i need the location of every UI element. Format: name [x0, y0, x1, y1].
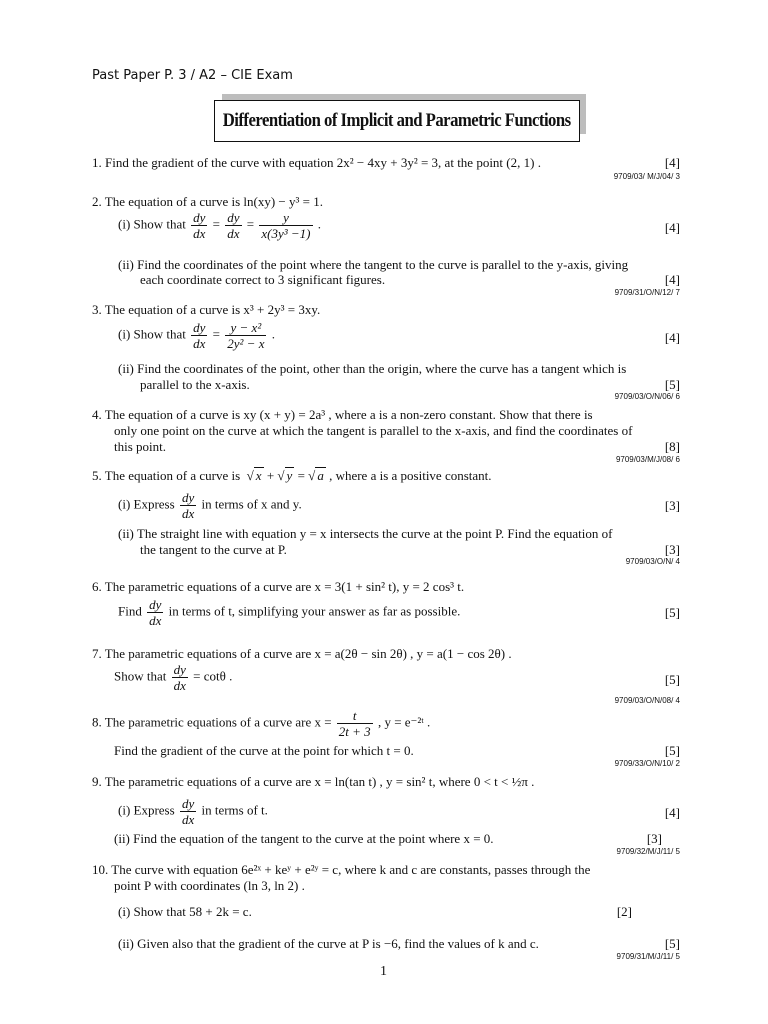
question-10-ii-marks: [5] — [664, 936, 680, 951]
derivative-fraction: $\frac{dy}{dx}$ — [181, 490, 195, 521]
question-8-marks: [5] — [664, 743, 680, 758]
derivative-fraction: $\frac{dy}{dx}$ — [173, 662, 186, 693]
question-4-line3: this point. — [114, 439, 167, 454]
result-fraction: $\frac{\text{y − x²}}{\text{2y² − x}}$ — [227, 320, 265, 351]
result-fraction: $\frac{y}{\text{x(3y³ −1)}}$ — [261, 210, 311, 241]
question-2-stem: 2. The equation of a curve is ln(xy) − y³ = 1. — [92, 194, 323, 209]
question-2-ii-line1: (ii) Find the coordinates of the point where the tangent to the curve is parallel to the y-axis, giving — [118, 257, 629, 272]
derivative-fraction: $\frac{dy}{dx}$ — [193, 320, 206, 351]
question-8-line2: Find the gradient of the curve at the point for which t = 0. — [114, 743, 414, 758]
question-3-ii-marks: [5] — [664, 377, 680, 392]
question-1-code: 9709/03/ M/J/04/ 3 — [613, 172, 680, 181]
question-9-i-marks: [4] — [664, 805, 680, 820]
question-2-ii-marks: [4] — [664, 272, 680, 287]
question-3-code: 9709/03/O/N/06/ 6 — [614, 392, 680, 401]
question-7-stem: 7. The parametric equations of a curve are x = a(2θ − sin 2θ) , y = a(1 − cos 2θ) . — [92, 646, 512, 661]
derivative-fraction: $\frac{dy}{dx}$ — [227, 210, 240, 241]
question-4-marks: [8] — [664, 439, 680, 454]
question-7-code: 9709/03/O/N/08/ 4 — [614, 696, 680, 705]
question-5-ii-line2: the tangent to the curve at P. — [140, 542, 287, 557]
question-6-body: Find $\frac{dy}{dx}$ in terms of t, simplifying your answer as far as possible. — [118, 597, 461, 628]
question-8-code: 9709/33/O/N/10/ 2 — [614, 759, 680, 768]
question-6-marks: [5] — [664, 605, 680, 620]
question-4-line2: only one point on the curve at which the tangent is parallel to the x-axis, and find the coordinates of — [114, 423, 633, 438]
page-header: Past Paper P. 3 / A2 – CIE Exam — [92, 68, 293, 83]
part-label: (i) Show that — [118, 216, 186, 232]
question-9-part-i: (i) Express $\frac{dy}{dx}$ in terms of t. — [118, 796, 268, 827]
question-9-stem: 9. The parametric equations of a curve are x = ln(tan t) , y = sin² t, where 0 < t < ½π . — [92, 774, 535, 789]
question-9-ii-marks: [3] — [646, 831, 662, 846]
question-10-code: 9709/31/M/J/11/ 5 — [616, 952, 680, 961]
derivative-fraction: $\frac{dy}{dx}$ — [193, 210, 206, 241]
question-2-i-marks: [4] — [664, 220, 680, 235]
question-5-ii-line1: (ii) The straight line with equation y = x intersects the curve at the point P. Find the equation of — [118, 526, 613, 541]
question-2-ii-line2: each coordinate correct to 3 significant figures. — [140, 272, 386, 287]
question-5-part-i: (i) Express $\frac{dy}{dx}$ in terms of x and y. — [118, 490, 302, 521]
question-9-part-ii: (ii) Find the equation of the tangent to the curve at the point where x = 0. — [114, 831, 494, 846]
question-3-ii-line1: (ii) Find the coordinates of the point, other than the origin, where the curve has a tangent which is — [118, 361, 627, 376]
question-10-line2: point P with coordinates (ln 3, ln 2) . — [114, 878, 305, 893]
question-6-stem: 6. The parametric equations of a curve are x = 3(1 + sin² t), y = 2 cos³ t. — [92, 579, 465, 594]
parameter-fraction: $\frac{t}{2t + 3}$ — [338, 708, 371, 739]
question-4-code: 9709/03/M/J/08/ 6 — [615, 455, 680, 464]
question-1-marks: [4] — [664, 155, 680, 170]
question-10-part-ii: (ii) Given also that the gradient of the curve at P is −6, find the values of k and c. — [118, 936, 539, 951]
question-3-part-i: (i) Show that $\frac{dy}{dx}$ = $\frac{\text{y − x²}}{\text{2y² − x}}$ . — [118, 320, 275, 351]
page-number: 1 — [380, 964, 387, 979]
question-7-marks: [5] — [664, 672, 680, 687]
question-2-code: 9709/31/O/N/12/ 7 — [614, 288, 680, 297]
question-8-stem: 8. The parametric equations of a curve are x = $\frac{t}{2t + 3}$ , y = e⁻²ᵗ . — [92, 708, 431, 739]
question-7-body: Show that $\frac{dy}{dx}$ = cotθ . — [114, 662, 233, 693]
question-3-i-marks: [4] — [664, 330, 680, 345]
question-3-stem: 3. The equation of a curve is x³ + 2y³ = 3xy. — [92, 302, 321, 317]
question-10-line1: 10. The curve with equation 6e²ˣ + keʸ + e²ʸ = c, where k and c are constants, passes through the — [92, 862, 591, 877]
derivative-fraction: $\frac{dy}{dx}$ — [181, 796, 195, 827]
question-5-code: 9709/03/O/N/ 4 — [625, 557, 680, 566]
question-5-ii-marks: [3] — [664, 542, 680, 557]
question-5-stem: 5. The equation of a curve is √ x + √ y = √ a , where a is a positive constant. — [92, 468, 492, 483]
title-box — [214, 100, 580, 142]
question-9-code: 9709/32/M/J/11/ 5 — [616, 847, 680, 856]
question-3-ii-line2: parallel to the x-axis. — [140, 377, 250, 392]
question-10-part-i: (i) Show that 58 + 2k = c. — [118, 904, 252, 919]
question-1-text: 1. Find the gradient of the curve with equation 2x² − 4xy + 3y² = 3, at the point (2, 1) . — [92, 155, 541, 170]
derivative-fraction: $\frac{dy}{dx}$ — [149, 597, 162, 628]
question-5-i-marks: [3] — [664, 498, 680, 513]
question-2-part-i: (i) Show that $\frac{dy}{dx}$ = $\frac{dy}{dx}$ = $\frac{y}{\text{x(3y³ −1)}}$ . — [118, 210, 322, 241]
question-10-i-marks: [2] — [616, 904, 632, 919]
question-4-line1: 4. The equation of a curve is xy (x + y) = 2a³ , where a is a non-zero constant. Show that there is — [92, 407, 593, 422]
page-title: Differentiation of Implicit and Parametric Functions — [223, 110, 571, 131]
